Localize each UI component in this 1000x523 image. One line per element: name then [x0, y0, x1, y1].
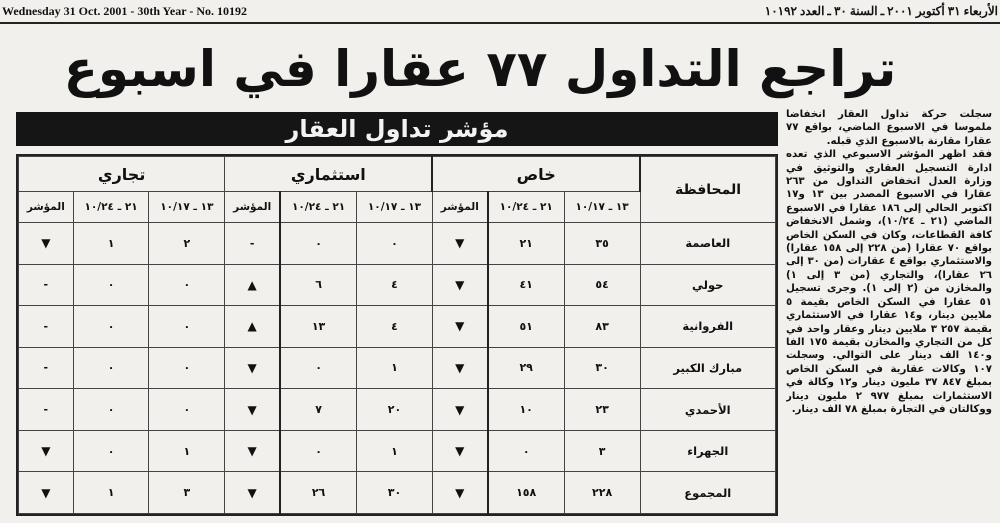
dateline-bar [0, 0, 1000, 24]
table-row [19, 306, 776, 348]
governorate-name: الفروانية [640, 306, 776, 348]
private-period-1: ٢٣ [564, 389, 640, 431]
investment-index [225, 306, 280, 348]
group-header-commercial: تجاري [19, 157, 225, 192]
down-arrow-icon [248, 404, 257, 417]
table-row [19, 472, 776, 514]
investment-period-2: ٢٦ [280, 472, 357, 514]
article-paragraph-2: فقد اظهر المؤشر الاسبوعي الذي تعده ادارة التسجيل العقاري والتوثيق في وزارة العدل انخفاض التداول من ٢٦٣ عقارا في الاسبوع المصدر بين ١٣ و١٧ اكتوبر الحالي إلى ١٨٦ عقارا في الاسبوع الماضي (٢١ ـ ١٠/٢٤)، وشمل الانخفاض كافة القطاعات، وكان في السكن الخاص بواقع ٧٠ عقارا (من ٢٢٨ إلى ١٥٨ عقارا) والاستثماري بواقع ٤ عقارات (من ٣٠ إلى ٢٦ عقارا)، والتجاري (من ٣ إلى ١) والمخازن من (٢ إلى ١). وجرى تسجيل ٥١ عقارا في السكن الخاص بقيمة ٥ ملايين دينار، و١٤ عقارا في الاستثماري بقيمة ٢٥٧ ٣ ملايين دينار وعقار واحد في كل من التجاري والمخازن بقيمة ١٧٥ الفا و١٤٠ الف دينار على التوالي. وسجلت ١٠٧ وكالات عقارية في السكن الخاص بمبلغ ٨٤٧ ٣٧ مليون دينار و١٢ وكالة في الاستثمارات بمبلغ ٩٧٧ ٢ مليون دينار ووكالتان في التجارة بمبلغ ٧٨ الف دينار. [786, 149, 992, 415]
private-index [432, 347, 487, 389]
private-index [432, 389, 487, 431]
commercial-period-2: ٠ [73, 264, 149, 306]
commercial-index: - [19, 389, 74, 431]
table-banner: مؤشر تداول العقار [16, 112, 778, 146]
private-period-1: ٣٥ [564, 223, 640, 265]
subheader-index: المؤشر [225, 192, 280, 223]
private-period-2: ١٠ [488, 389, 565, 431]
private-period-1: ٢٢٨ [564, 472, 640, 514]
headline: تراجع التداول ٧٧ عقارا في اسبوع [63, 40, 897, 98]
table-row [19, 264, 776, 306]
investment-period-1: ٣٠ [357, 472, 433, 514]
commercial-period-2: ٠ [73, 430, 149, 472]
investment-index [225, 389, 280, 431]
article-body [786, 108, 992, 518]
table-row [19, 430, 776, 472]
governorate-name: المجموع [640, 472, 776, 514]
commercial-index [19, 223, 74, 265]
governorate-name: الجهراء [640, 430, 776, 472]
private-period-1: ٨٣ [564, 306, 640, 348]
subheader-period-2: ٢١ ـ ١٠/٢٤ [280, 192, 357, 223]
down-arrow-icon [455, 237, 464, 250]
group-header-private: خاص [432, 157, 640, 192]
commercial-period-1: ١ [149, 430, 225, 472]
investment-index [225, 430, 280, 472]
down-arrow-icon [41, 445, 50, 458]
subheader-index: المؤشر [432, 192, 487, 223]
investment-period-2: ٠ [280, 430, 357, 472]
down-arrow-icon [455, 362, 464, 375]
investment-period-1: ١ [357, 347, 433, 389]
governorate-name: حولي [640, 264, 776, 306]
commercial-period-2: ٠ [73, 306, 149, 348]
private-index [432, 472, 487, 514]
down-arrow-icon [41, 487, 50, 500]
investment-index [225, 472, 280, 514]
commercial-period-1: ٠ [149, 347, 225, 389]
subheader-period-1: ١٣ ـ ١٠/١٧ [564, 192, 640, 223]
private-period-1: ٥٤ [564, 264, 640, 306]
subheader-period-2: ٢١ ـ ١٠/٢٤ [73, 192, 149, 223]
private-index [432, 430, 487, 472]
private-period-2: ٢٩ [488, 347, 565, 389]
investment-period-2: ٠ [280, 347, 357, 389]
commercial-index [19, 472, 74, 514]
up-arrow-icon [248, 279, 257, 292]
investment-index [225, 347, 280, 389]
investment-period-2: ٦ [280, 264, 357, 306]
real-estate-index-table [16, 154, 778, 516]
private-period-1: ٣٠ [564, 347, 640, 389]
down-arrow-icon [455, 404, 464, 417]
subheader-period-1: ١٣ ـ ١٠/١٧ [149, 192, 225, 223]
article-paragraph-1: سجلت حركة تداول العقار انخفاضا ملموسا في الاسبوع الماضي، بواقع ٧٧ عقارا مقارنة بالاسبوع الذي قبله. [786, 109, 992, 147]
commercial-period-2: ١ [73, 223, 149, 265]
governorate-name: مبارك الكبير [640, 347, 776, 389]
private-period-2: ٢١ [488, 223, 565, 265]
investment-period-1: ١ [357, 430, 433, 472]
commercial-period-1: ٣ [149, 472, 225, 514]
private-index [432, 264, 487, 306]
private-index [432, 306, 487, 348]
down-arrow-icon [248, 362, 257, 375]
private-period-2: ٤١ [488, 264, 565, 306]
commercial-index [19, 430, 74, 472]
commercial-period-1: ٠ [149, 389, 225, 431]
subheader-period-2: ٢١ ـ ١٠/٢٤ [488, 192, 565, 223]
investment-period-2: ٧ [280, 389, 357, 431]
commercial-period-1: ٠ [149, 264, 225, 306]
private-period-2: ٥١ [488, 306, 565, 348]
table-row [19, 223, 776, 265]
dateline-english: Wednesday 31 Oct. 2001 - 30th Year - No. 10192 [2, 4, 247, 18]
down-arrow-icon [248, 445, 257, 458]
subheader-index: المؤشر [19, 192, 74, 223]
down-arrow-icon [455, 320, 464, 333]
governorate-name: العاصمة [640, 223, 776, 265]
investment-period-2: ٠ [280, 223, 357, 265]
commercial-index: - [19, 306, 74, 348]
investment-period-1: ٤ [357, 264, 433, 306]
down-arrow-icon [455, 487, 464, 500]
investment-period-2: ١٣ [280, 306, 357, 348]
investment-period-1: ٠ [357, 223, 433, 265]
commercial-index: - [19, 264, 74, 306]
commercial-period-2: ١ [73, 472, 149, 514]
table-row [19, 389, 776, 431]
governorate-header: المحافظة [640, 157, 776, 223]
table-row [19, 347, 776, 389]
investment-index [225, 264, 280, 306]
commercial-period-1: ٠ [149, 306, 225, 348]
dateline-arabic: الأربعاء ٣١ أكتوبر ٢٠٠١ ـ السنة ٣٠ ـ العدد ١٠١٩٢ [764, 4, 998, 18]
investment-period-1: ٤ [357, 306, 433, 348]
down-arrow-icon [41, 237, 50, 250]
private-index [432, 223, 487, 265]
group-header-investment: استثماري [225, 157, 433, 192]
up-arrow-icon [248, 320, 257, 333]
commercial-period-1: ٢ [149, 223, 225, 265]
subheader-period-1: ١٣ ـ ١٠/١٧ [357, 192, 433, 223]
governorate-name: الأحمدي [640, 389, 776, 431]
private-period-2: ١٥٨ [488, 472, 565, 514]
down-arrow-icon [248, 487, 257, 500]
investment-index: - [225, 223, 280, 265]
commercial-period-2: ٠ [73, 347, 149, 389]
private-period-2: ٠ [488, 430, 565, 472]
commercial-period-2: ٠ [73, 389, 149, 431]
down-arrow-icon [455, 279, 464, 292]
investment-period-1: ٢٠ [357, 389, 433, 431]
commercial-index: - [19, 347, 74, 389]
down-arrow-icon [455, 445, 464, 458]
private-period-1: ٣ [564, 430, 640, 472]
